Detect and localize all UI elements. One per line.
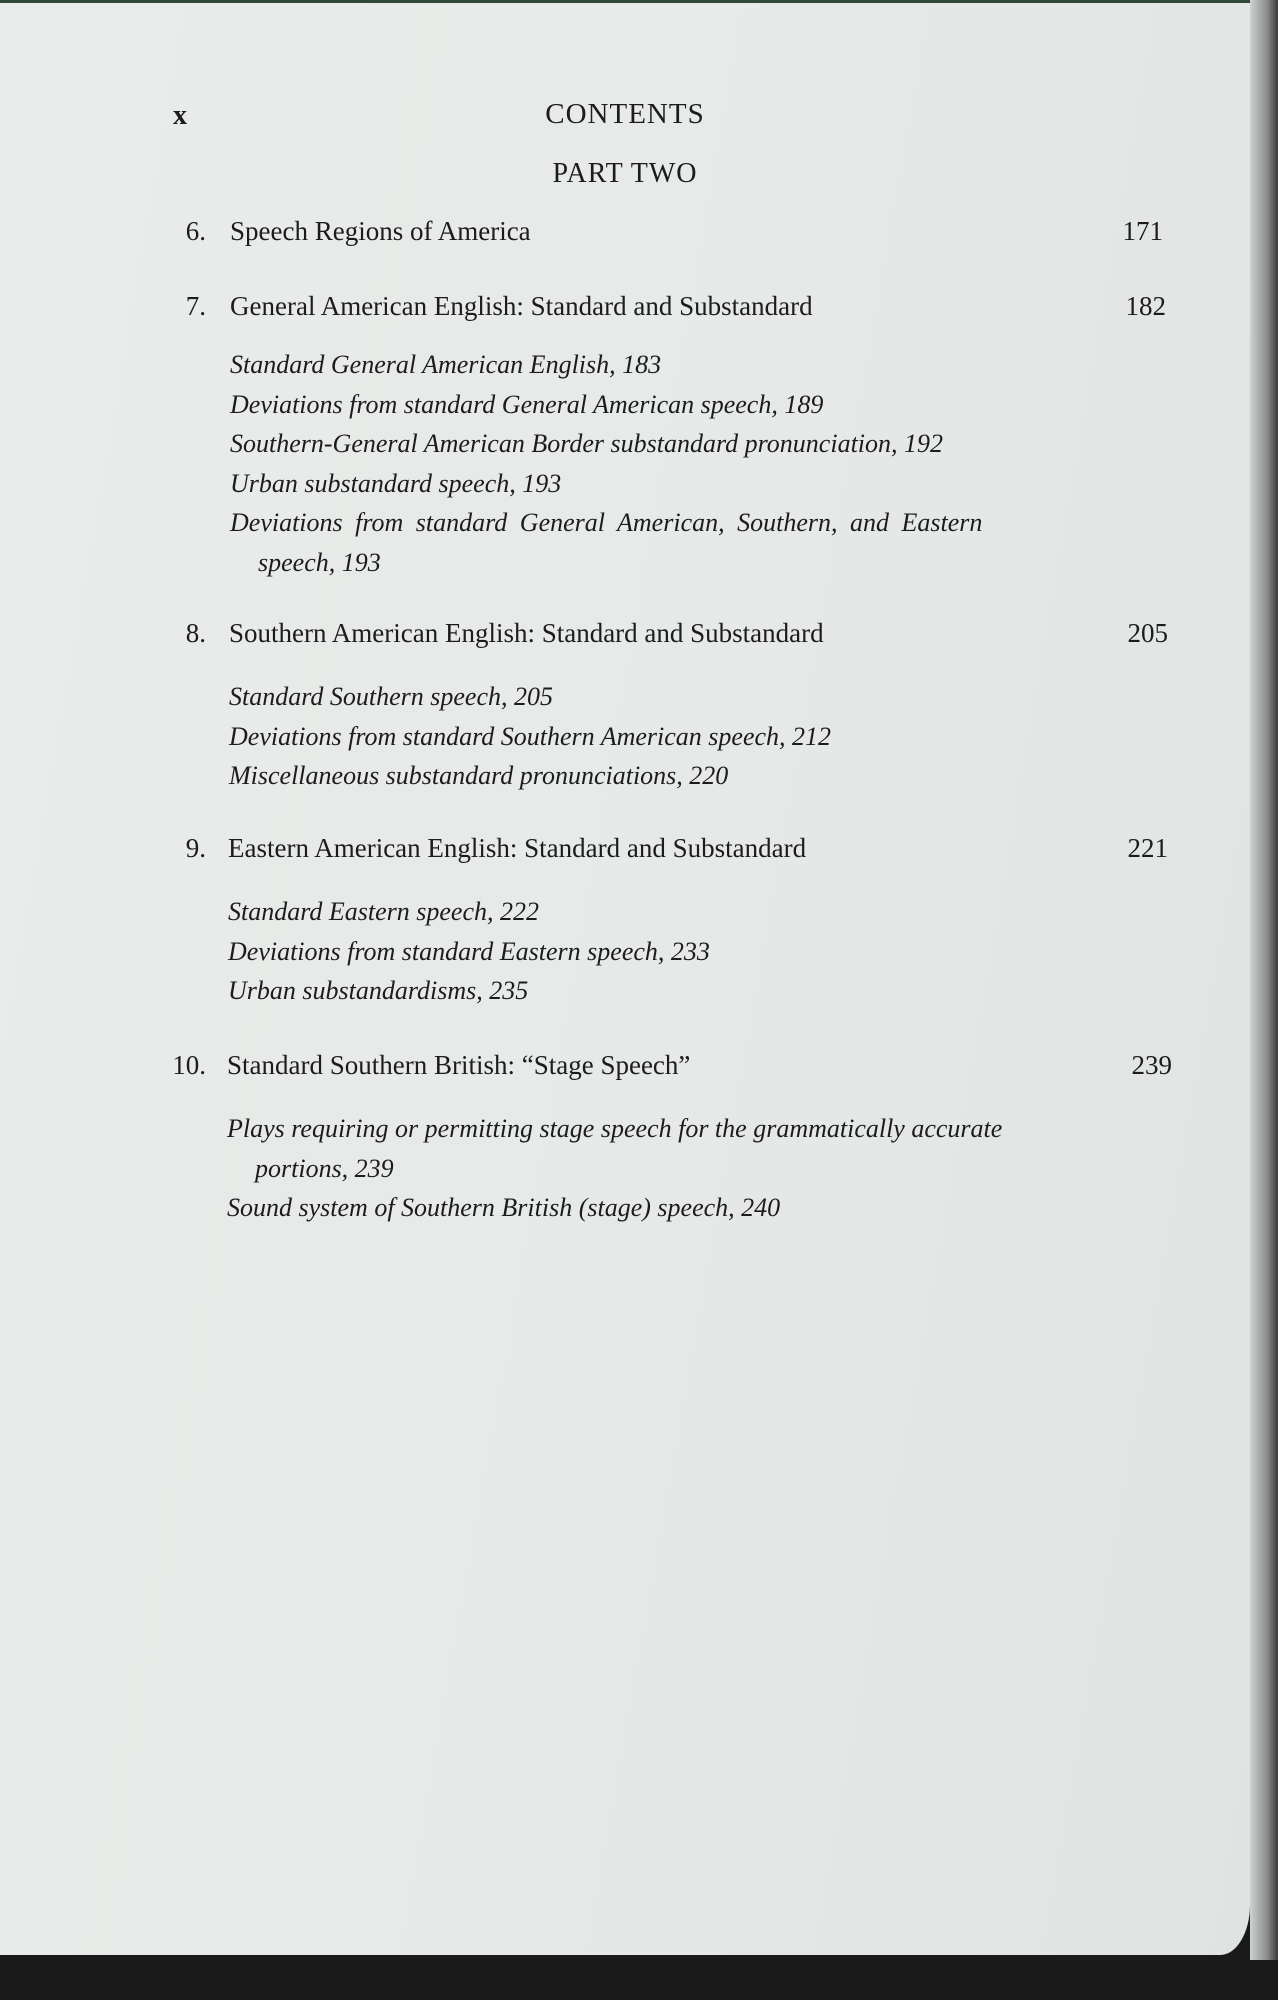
chapter-title: Standard Southern British: “Stage Speech” bbox=[227, 1050, 691, 1080]
chapter-number: 7. bbox=[185, 291, 206, 321]
subsection: Urban substandardisms, 235 bbox=[228, 976, 529, 1005]
subsection-list bbox=[230, 345, 982, 582]
folio-number: x bbox=[173, 100, 187, 131]
subsection-list bbox=[228, 892, 710, 1011]
part-title: PART TWO bbox=[552, 158, 698, 189]
chapter-page: 239 bbox=[1131, 1050, 1172, 1080]
chapter-title: Eastern American English: Standard and Substandard bbox=[228, 833, 807, 863]
subsection: Deviations from standard General American speech, 189 bbox=[230, 389, 824, 419]
subsection-text: Deviations from standard General American, Southern, and Eastern bbox=[230, 508, 983, 537]
subsection-continuation: speech, 193 bbox=[258, 547, 381, 577]
subsection: Deviations from standard Eastern speech, 233 bbox=[228, 936, 710, 966]
subsection-text: Plays requiring or permitting stage speech for the grammatically accurate bbox=[227, 1114, 1003, 1143]
page-top-edge bbox=[0, 0, 1250, 3]
running-head: CONTENTS bbox=[545, 98, 705, 130]
chapter-page: 205 bbox=[1127, 618, 1168, 648]
subsection-list bbox=[229, 677, 831, 796]
subsection: Miscellaneous substandard pronunciations, 220 bbox=[229, 761, 729, 790]
subsection: Standard Southern speech, 205 bbox=[229, 682, 553, 711]
subsection: Deviations from standard Southern American speech, 212 bbox=[229, 721, 832, 751]
chapter-number: 10. bbox=[172, 1050, 206, 1080]
subsection bbox=[227, 1109, 1002, 1188]
subsection-list bbox=[227, 1109, 1002, 1228]
chapter-title: General American English: Standard and Substandard bbox=[230, 291, 813, 321]
subsection: Standard Eastern speech, 222 bbox=[228, 897, 539, 926]
chapter-number: 9. bbox=[185, 833, 206, 863]
chapter-title: Speech Regions of America bbox=[230, 216, 531, 246]
chapter-number: 6. bbox=[185, 216, 206, 246]
chapter-page: 171 bbox=[1122, 216, 1163, 246]
subsection: Standard General American English, 183 bbox=[230, 350, 662, 379]
subsection: Southern-General American Border substandard pronunciation, 192 bbox=[230, 429, 944, 458]
chapter-page: 182 bbox=[1125, 291, 1166, 321]
subsection bbox=[230, 503, 982, 582]
subsection: Urban substandard speech, 193 bbox=[230, 468, 562, 498]
subsection-continuation: portions, 239 bbox=[255, 1153, 394, 1183]
subsection: Sound system of Southern British (stage) speech, 240 bbox=[227, 1193, 781, 1222]
chapter-title: Southern American English: Standard and Substandard bbox=[229, 618, 824, 648]
book-spine-edge bbox=[1250, 0, 1278, 1960]
chapter-number: 8. bbox=[185, 618, 206, 648]
chapter-page: 221 bbox=[1127, 833, 1168, 863]
